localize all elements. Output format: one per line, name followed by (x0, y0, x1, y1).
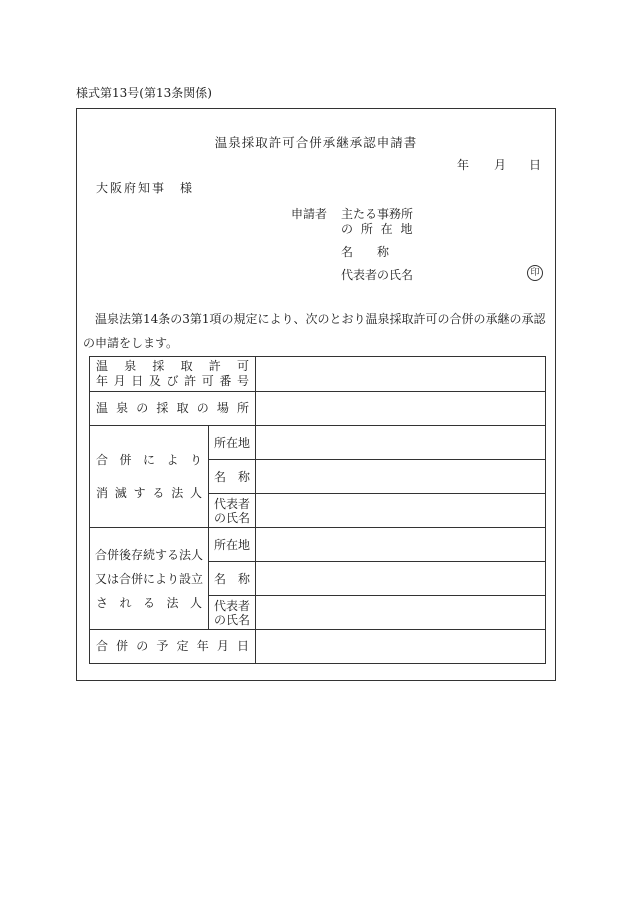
location-label-char: の (196, 401, 209, 415)
date-day-label: 日 (529, 158, 542, 172)
surviving-corp-label-char: れ (119, 595, 132, 610)
scheduled-date-label-char: 日 (236, 639, 249, 653)
scheduled-date-label-char: 定 (176, 639, 189, 653)
surviving-corp-label-char: さ (96, 595, 109, 610)
surviving-address-value[interactable] (256, 528, 546, 562)
surviving-corp-label: 合併後存続する法人 又は合併により設立 さ れ る 法 人 (90, 528, 209, 630)
dissolved-rep-value[interactable] (256, 494, 546, 528)
surviving-name-value[interactable] (256, 562, 546, 596)
surviving-corp-label-char: る (142, 595, 155, 610)
permit-date-label-char: 取 (180, 359, 193, 373)
date-year-label: 年 (457, 158, 470, 172)
surviving-rep-value[interactable] (256, 596, 546, 630)
representative-label: 代表者の氏名 (341, 268, 414, 282)
seal-mark: 印 (527, 265, 543, 281)
dissolved-corp-label-char: す (133, 485, 146, 500)
surviving-corp-label-char: 人 (189, 595, 202, 610)
location-label-char: の (136, 401, 149, 415)
permit-date-value[interactable] (256, 357, 546, 392)
scheduled-date-label-char: 予 (156, 639, 169, 653)
permit-date-label-char: 日 (131, 374, 144, 388)
scheduled-date-label-char: 月 (216, 639, 229, 653)
dissolved-corp-label-char: 消 (96, 485, 109, 500)
dissolved-name-value[interactable] (256, 460, 546, 494)
location-label-char: 泉 (116, 401, 129, 415)
application-details-table (89, 356, 546, 664)
dissolved-corp-label-char: 滅 (114, 485, 127, 500)
dissolved-corp-label-char: る (152, 485, 165, 500)
location-label-char: 採 (156, 401, 169, 415)
dissolved-corp-label-char: 人 (189, 485, 202, 500)
name-label: 名 称 (341, 245, 390, 259)
application-form (76, 108, 556, 681)
addressee: 大阪府知事 様 (96, 181, 195, 195)
form-title: 温泉採取許可合併承継承認申請書 (214, 135, 418, 150)
permit-date-label-char: 及 (148, 374, 161, 388)
permit-date-label (90, 357, 256, 392)
location-label-char: 取 (176, 401, 189, 415)
permit-date-label-char: 可 (236, 359, 249, 373)
body-text: 温泉法第14条の3第1項の規定により、次のとおり温泉採取許可の合併の承継の承認の申請をします。 (83, 312, 546, 350)
permit-date-label-char: 許 (184, 374, 197, 388)
surviving-name-label-char: 名 (214, 572, 227, 586)
surviving-name-label-char: 称 (238, 572, 251, 586)
location-label-char: 所 (236, 401, 249, 415)
dissolved-corp-label (90, 426, 209, 528)
surviving-name-label (209, 562, 256, 596)
dissolved-name-label-char: 名 (214, 470, 227, 484)
date-month-label: 月 (494, 158, 507, 172)
permit-date-label-char: 泉 (124, 359, 137, 373)
dissolved-corp-label-char: り (189, 452, 202, 467)
dissolved-name-label-char: 称 (238, 470, 251, 484)
permit-date-label-char: 年 (96, 374, 109, 388)
surviving-corp-label-char: 法 (166, 595, 179, 610)
location-label-char: 温 (96, 401, 109, 415)
surviving-address-label: 所在地 (209, 528, 256, 562)
surviving-rep-label: 代表者 の氏名 (209, 596, 256, 630)
scheduled-date-label (90, 630, 256, 664)
dissolved-rep-label: 代表者 の氏名 (209, 494, 256, 528)
dissolved-corp-label-char: に (142, 452, 155, 467)
permit-date-label-char: 温 (96, 359, 109, 373)
location-value[interactable] (256, 392, 546, 426)
permit-date-label-char: 号 (237, 374, 250, 388)
permit-date-label-char: 可 (201, 374, 214, 388)
scheduled-date-label-char: の (136, 639, 149, 653)
applicant-label: 申請者 (291, 207, 328, 221)
dissolved-corp-label-char: 併 (119, 452, 132, 467)
scheduled-date-label-char: 年 (196, 639, 209, 653)
dissolved-corp-label-char: 合 (96, 452, 109, 467)
dissolved-corp-label-char: 法 (171, 485, 184, 500)
permit-date-label-char: 許 (208, 359, 221, 373)
scheduled-date-label-char: 併 (116, 639, 129, 653)
office-label-line1: 主たる事務所 (341, 207, 414, 221)
dissolved-corp-label-char: よ (166, 452, 179, 467)
form-number: 様式第13号(第13条関係) (76, 86, 212, 100)
dissolved-address-value[interactable] (256, 426, 546, 460)
permit-date-label-char: 採 (152, 359, 165, 373)
permit-date-label-char: び (166, 374, 179, 388)
dissolved-name-label (209, 460, 256, 494)
permit-date-label-char: 番 (219, 374, 232, 388)
office-label-line2: の 所 在 地 (341, 222, 415, 236)
location-label-char: 場 (216, 401, 229, 415)
scheduled-date-label-char: 合 (96, 639, 109, 653)
dissolved-address-label: 所在地 (209, 426, 256, 460)
scheduled-date-value[interactable] (256, 630, 546, 664)
location-label (90, 392, 256, 426)
permit-date-label-char: 月 (113, 374, 126, 388)
